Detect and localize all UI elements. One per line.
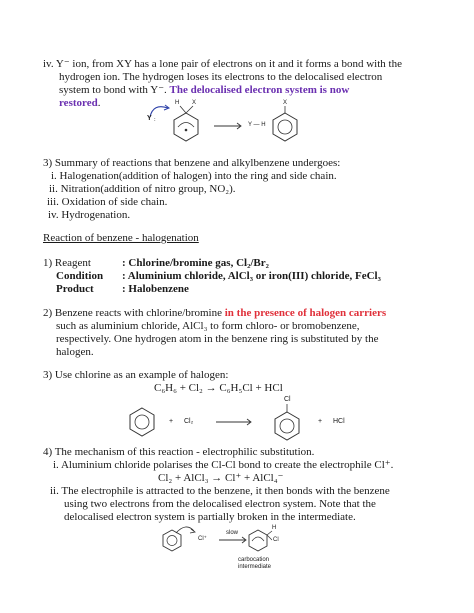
fig3-caption2: intermediate	[238, 564, 272, 570]
fig1-lone-pair: :	[154, 117, 156, 123]
p4-i: i. Aluminium chloride polarises the Cl-Cl bond to create the electrophile Cl⁺.	[53, 459, 394, 471]
p3-equation: C₆H₆ + Cl₂ → C₆H₅Cl + HCl	[154, 382, 283, 394]
section-title: Reaction of benzene - halogenation	[43, 232, 199, 244]
para-iv-highlight-end: restored	[59, 97, 98, 109]
p2-line4: halogen.	[56, 346, 94, 358]
reagent-value: : Chlorine/bromine gas, Cl₂/Br₂	[122, 257, 269, 269]
fig2-cl: Cl	[284, 396, 291, 403]
fig2-plus1: +	[169, 418, 174, 425]
para-iv-highlight: The delocalised electron system is now	[169, 84, 350, 96]
p3-line1: 3) Use chlorine as an example of halogen:	[43, 369, 229, 381]
p4-equation: Cl₂ + AlCl₃ → Cl⁺ + AlCl₄⁻	[158, 472, 284, 484]
fig3-cl: Cl	[273, 537, 279, 543]
p4-ii-line2: using two electrons from the delocalised electron system. Note that the	[64, 498, 376, 510]
summary-item: iii. Oxidation of side chain.	[47, 196, 168, 208]
p2-highlight: in the presence of halogen carriers	[224, 307, 387, 319]
fig2-plus2: +	[318, 418, 323, 425]
fig3-caption1: carbocation	[238, 557, 270, 563]
product-value: : Halobenzene	[122, 283, 189, 295]
fig1-yh-label: Y — H	[248, 122, 266, 128]
reagent-label: 1) Reagent	[43, 257, 91, 269]
para-iv-period: .	[97, 97, 101, 109]
p2-line1-text: 2) Benzene reacts with chlorine/bromine	[43, 307, 225, 319]
summary-item: i. Halogenation(addition of halogen) into the ring and side chain.	[51, 170, 337, 182]
fig1-x-label: X	[192, 100, 197, 106]
p4-line1: 4) The mechanism of this reaction - electrophilic substitution.	[43, 446, 315, 458]
fig3-h: H	[272, 525, 277, 531]
fig3-cl-plus: Cl⁺	[198, 536, 207, 542]
p2-line2: such as aluminium chloride, AlCl₃ to form chloro- or bromobenzene,	[56, 320, 360, 332]
p4-ii-line1: ii. The electrophile is attracted to the benzene, it then bonds with the benzene	[50, 485, 390, 497]
fig1-x2-label: X	[283, 100, 288, 106]
para-iv-line1: iv. Y⁻ ion, from XY has a lone pair of electrons on it and it forms a bond with the	[43, 58, 402, 70]
condition-label: Condition	[56, 270, 104, 282]
summary-title: 3) Summary of reactions that benzene and alkylbenzene undergoes:	[43, 157, 341, 169]
fig2-cl2: Cl₂	[184, 418, 194, 425]
fig2-hcl: HCl	[333, 418, 345, 425]
fig3-slow: slow	[226, 530, 239, 536]
fig1-h-label: H	[175, 100, 180, 106]
p2-line3: respectively. One hydrogen atom in the benzene ring is substituted by the	[56, 333, 379, 345]
summary-item: ii. Nitration(addition of nitro group, NO₂).	[49, 183, 236, 195]
fig1-y-label: Y	[147, 115, 152, 122]
p4-ii-line3: delocalised electron system is partially broken in the intermediate.	[64, 511, 356, 523]
summary-item: iv. Hydrogenation.	[48, 209, 131, 221]
para-iv-line3-text: system to bond with Y⁻.	[59, 84, 170, 96]
para-iv-line2: hydrogen ion. The hydrogen loses its electrons to the delocalised electron	[59, 71, 383, 83]
product-label: Product	[56, 283, 94, 295]
condition-value: : Aluminium chloride, AlCl₃ or iron(III) chloride, FeCl₃	[122, 270, 381, 282]
